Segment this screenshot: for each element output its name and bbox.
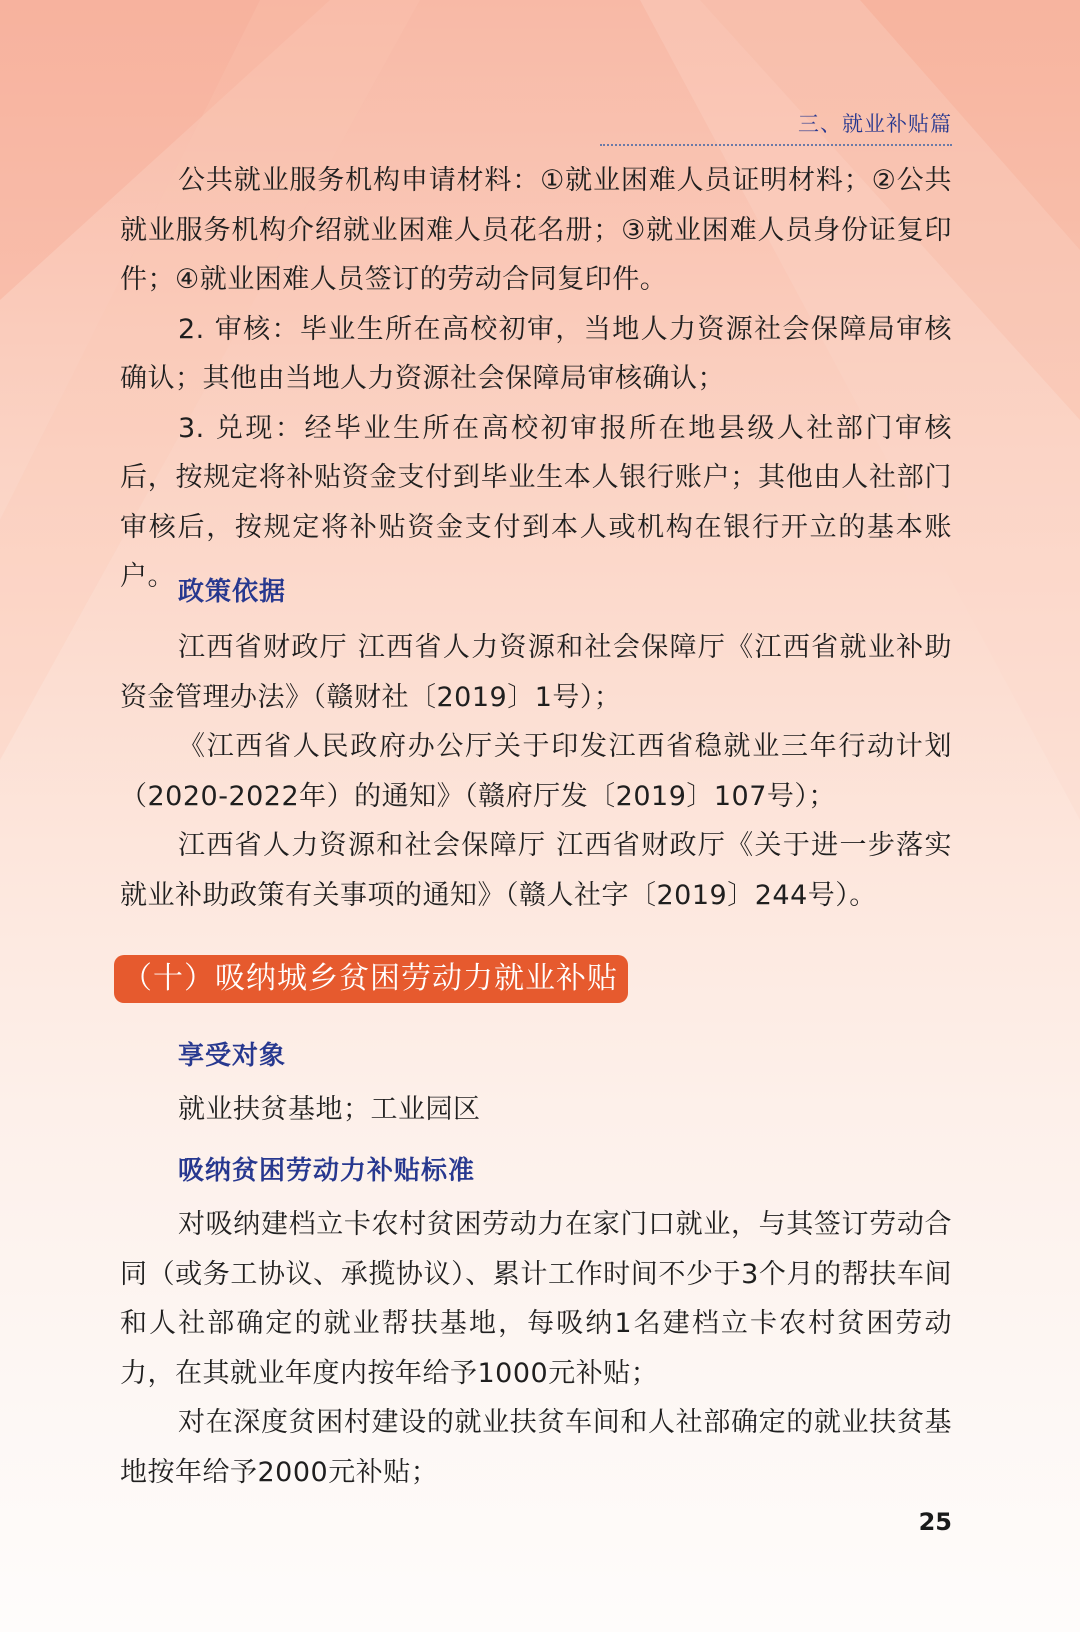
policy-basis-heading: 政策依据 xyxy=(178,577,287,607)
policy-basis-item: 江西省人力资源和社会保障厅 江西省财政厅《关于进一步落实就业补助政策有关事项的通知》（赣人社字〔2019〕244号）。 xyxy=(120,830,952,911)
page-number: 25 xyxy=(918,1508,952,1536)
paragraph-review: 2. 审核：毕业生所在高校初审，当地人力资源社会保障局审核确认；其他由当地人力资源社会保障局审核确认； xyxy=(120,313,952,394)
paragraph-payment: 3. 兑现：经毕业生所在高校初审报所在地县级人社部门审核后，按规定将补贴资金支付到毕业生本人银行账户；其他由人社部门审核后，按规定将补贴资金支付到本人或机构在银行开立的基本账户。 xyxy=(120,412,952,592)
policy-basis-item: 《江西省人民政府办公厅关于印发江西省稳就业三年行动计划（2020-2022年）的通知》（赣府厅发〔2019〕107号）； xyxy=(120,731,952,812)
section-title: （十）吸纳城乡贫困劳动力就业补贴 xyxy=(114,955,628,1003)
application-materials-block xyxy=(120,156,952,602)
policy-basis-item: 江西省财政厅 江西省人力资源和社会保障厅《江西省就业补助资金管理办法》（赣财社〔2019〕1号）； xyxy=(120,632,952,713)
paragraph-application-materials: 公共就业服务机构申请材料：①就业困难人员证明材料；②公共就业服务机构介绍就业困难人员花名册；③就业困难人员身份证复印件；④就业困难人员签订的劳动合同复印件。 xyxy=(120,165,952,295)
running-head xyxy=(600,100,952,146)
standard-block xyxy=(120,1200,952,1497)
target-text: 就业扶贫基地；工业园区 xyxy=(178,1094,481,1125)
target-heading: 享受对象 xyxy=(178,1041,287,1071)
target-block xyxy=(120,1085,952,1135)
standard-paragraph: 对吸纳建档立卡农村贫困劳动力在家门口就业，与其签订劳动合同（或务工协议、承揽协议）、累计工作时间不少于3个月的帮扶车间和人社部确定的就业帮扶基地，每吸纳1名建档立卡农村贫困劳动力，在其就业年度内按年给予1000元补贴； xyxy=(120,1209,952,1389)
policy-basis-block xyxy=(120,623,952,920)
standard-heading: 吸纳贫困劳动力补贴标准 xyxy=(178,1156,476,1186)
standard-paragraph: 对在深度贫困村建设的就业扶贫车间和人社部确定的就业扶贫基地按年给予2000元补贴； xyxy=(120,1407,952,1488)
running-head-text: 三、就业补贴篇 xyxy=(798,112,952,136)
